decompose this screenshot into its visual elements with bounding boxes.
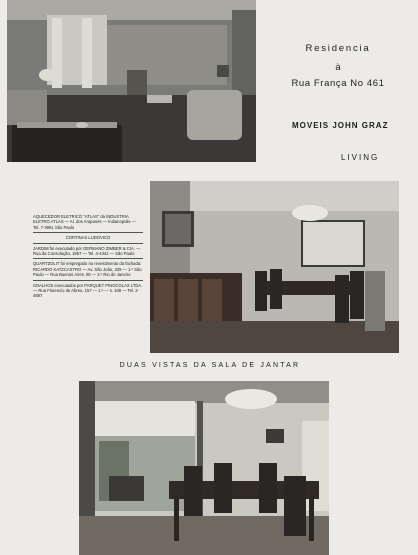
title-line-1: Residencia: [305, 43, 371, 54]
credit-item: CORTINAS LUDOVICO: [33, 232, 143, 242]
living-room-photo: [7, 0, 256, 162]
dining-room-photo-1: [150, 181, 399, 353]
credits-block: [33, 212, 143, 301]
dining-room-photo-2: [79, 381, 329, 555]
dining-caption: DUAS VISTAS DA SALA DE JANTAR: [119, 362, 301, 369]
living-caption: LIVING: [341, 153, 380, 162]
credit-item: AQUECEDOR ELETRICO "ATLAS" da INDUSTRIA ELETRO ATLAS — Al. dos Arapanés — Indianopolis — Tel. 7-3091 São Paulo: [33, 214, 136, 230]
credit-item: SOALHOS executados por PARQUET PINOCOLAX LTDA. — Rua Florencio de Abreu, 157 — 1.º — s. 109 — Tel. 2-4887: [33, 280, 143, 301]
brand-label: MOVEIS JOHN GRAZ: [292, 121, 389, 130]
credit-item: QUARTZOLIT foi empregado no revestimento da fachada: RICARDO KATZCASTRO — Av. São João, 339 — 1.º São Paulo — Rua Buenos Aires, 90 — 2.º Rio de Janeiro: [33, 258, 143, 279]
title-line-2: à: [335, 62, 341, 73]
title-line-3: Rua França No 461: [291, 78, 385, 89]
credit-item: JARDIM foi executado por GERMANO ZIMBER & CIA. — Rua da Consolação, 1967 — Tel. 4-4341 — São Paulo: [33, 243, 143, 259]
